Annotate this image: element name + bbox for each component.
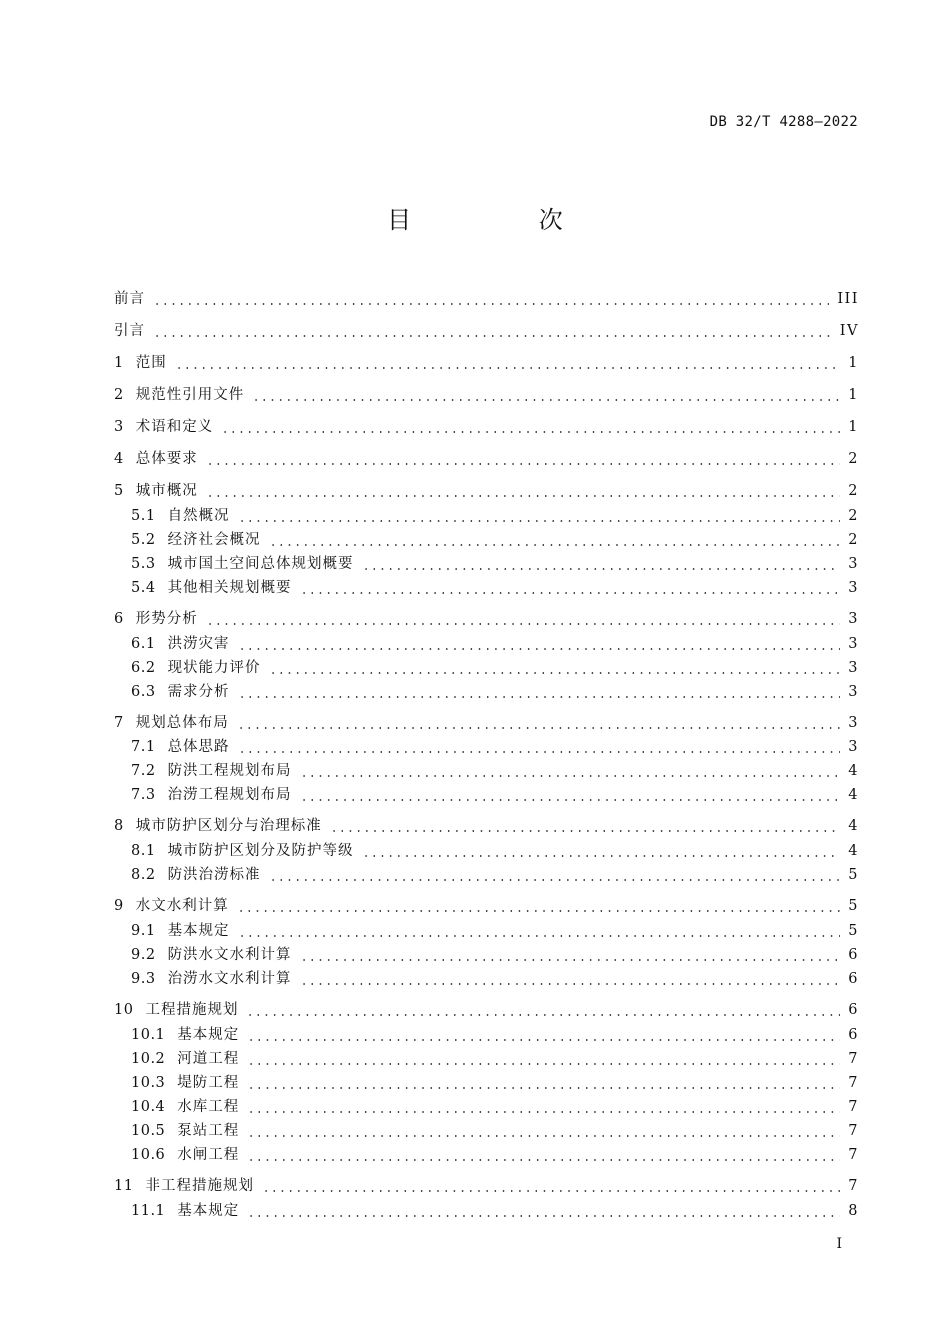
toc-entry[interactable] [131,529,859,551]
toc-entry-label: 城市国土空间总体规划概要 [167,556,354,572]
toc-entry[interactable] [131,736,859,758]
toc-dot-leader [269,544,841,546]
toc-dot-leader [269,672,841,674]
toc-entry-number: 3 [114,419,124,435]
toc-entry[interactable] [131,681,859,703]
toc-entry-page: 4 [848,818,859,834]
toc-entry[interactable] [131,633,859,655]
toc-entry-page: 2 [848,451,859,467]
toc-entry-page: IV [839,323,859,339]
toc-entry-label: 堤防工程 [177,1075,240,1091]
toc-entry[interactable] [131,1120,859,1142]
toc-entry-number: 6.2 [131,660,156,676]
toc-entry-number: 7 [114,715,124,731]
toc-entry-label: 引言 [114,323,145,339]
toc-entry-label: 防洪工程规划布局 [167,763,292,779]
toc-entry-label: 城市概况 [135,483,198,499]
toc-entry-label: 需求分析 [167,684,230,700]
toc-entry-label: 基本规定 [167,923,230,939]
toc-entry-page: 3 [848,660,859,676]
toc-entry-number: 9.2 [131,947,156,963]
toc-entry[interactable] [131,577,859,599]
toc-entry[interactable] [114,384,859,406]
toc-dot-leader [300,983,841,985]
toc-dot-leader [153,303,829,305]
toc-dot-leader [362,568,841,570]
toc-dot-leader [246,1014,840,1016]
toc-entry[interactable] [131,1072,859,1094]
toc-dot-leader [247,1215,840,1217]
toc-dot-leader [330,830,841,832]
toc-entry[interactable] [131,760,859,782]
toc-dot-leader [247,1111,840,1113]
toc-entry[interactable] [131,840,859,862]
toc-entry[interactable] [114,815,859,837]
toc-entry-page: 8 [848,1203,859,1219]
toc-entry-page: 1 [848,419,859,435]
toc-entry-number: 11.1 [131,1203,166,1219]
toc-dot-leader [247,1159,840,1161]
toc-entry-page: 1 [848,387,859,403]
toc-entry-page: 6 [848,947,859,963]
toc-entry[interactable] [114,480,859,502]
toc-entry-number: 1 [114,355,124,371]
toc-entry-page: 4 [848,787,859,803]
toc-entry-number: 7.1 [131,739,156,755]
toc-dot-leader [247,1087,840,1089]
toc-title: 目 次 [387,206,623,234]
toc-entry-number: 2 [114,387,124,403]
toc-entry[interactable] [114,1175,859,1197]
toc-dot-leader [153,335,832,337]
toc-entry[interactable] [131,1024,859,1046]
toc-entry-page: 7 [848,1123,859,1139]
toc-entry-label: 规范性引用文件 [135,387,245,403]
toc-dot-leader [237,910,841,912]
toc-entry-number: 4 [114,451,124,467]
toc-entry[interactable] [114,712,859,734]
toc-entry-label: 非工程措施规划 [145,1178,254,1194]
toc-entry-number: 5.2 [131,532,156,548]
toc-entry-page: 5 [848,898,859,914]
toc-entry-label: 防洪水文水利计算 [167,947,292,963]
toc-dot-leader [206,623,841,625]
toc-entry[interactable] [131,553,859,575]
toc-entry[interactable] [131,864,859,886]
toc-entry[interactable] [131,1144,859,1166]
doc-code: DB 32/T 4288—2022 [709,114,858,130]
toc-entry-label: 城市防护区划分及防护等级 [167,843,354,859]
toc-entry-page: 3 [848,556,859,572]
toc-entry-page: 7 [848,1178,859,1194]
toc-dot-leader [206,495,841,497]
toc-entry-number: 10.4 [131,1099,166,1115]
toc-entry-label: 基本规定 [177,1027,240,1043]
toc-entry[interactable] [114,999,859,1021]
toc-entry-number: 8 [114,818,124,834]
toc-entry-page: 7 [848,1051,859,1067]
toc-entry[interactable] [131,1048,859,1070]
toc-entry-number: 9 [114,898,124,914]
toc-entry-label: 术语和定义 [135,419,214,435]
toc-dot-leader [300,799,841,801]
toc-entry-page: 3 [848,611,859,627]
toc-entry[interactable] [114,320,859,342]
toc-entry-label: 水库工程 [177,1099,240,1115]
toc-entry[interactable] [114,608,859,630]
toc-entry-number: 5.1 [131,508,156,524]
toc-entry-page: 3 [848,684,859,700]
toc-entry-number: 11 [114,1178,134,1194]
toc-entry-page: 2 [848,532,859,548]
toc-entry-label: 形势分析 [135,611,198,627]
toc-entry-number: 5 [114,483,124,499]
toc-entry-page: 3 [848,580,859,596]
toc-entry-number: 6.3 [131,684,156,700]
toc-entry-number: 10.6 [131,1147,166,1163]
toc-entry-number: 9.3 [131,971,156,987]
toc-entry[interactable] [114,448,859,470]
toc-entry-number: 10.3 [131,1075,166,1091]
toc-entry-page: 3 [848,715,859,731]
toc-entry-number: 9.1 [131,923,156,939]
toc-entry-page: 5 [848,867,859,883]
toc-entry[interactable] [131,968,859,990]
toc-entry-label: 河道工程 [177,1051,240,1067]
toc-entry-number: 7.2 [131,763,156,779]
toc-dot-leader [247,1063,840,1065]
toc-dot-leader [252,399,840,401]
toc-dot-leader [175,367,841,369]
toc-entry-label: 规划总体布局 [135,715,229,731]
toc-entry-number: 5.4 [131,580,156,596]
toc-entry-label: 泵站工程 [177,1123,240,1139]
toc-dot-leader [362,855,841,857]
toc-entry-label: 治涝工程规划布局 [167,787,292,803]
toc-entry-label: 洪涝灾害 [167,636,230,652]
toc-entry-number: 7.3 [131,787,156,803]
toc-entry-page: 1 [848,355,859,371]
toc-entry[interactable] [131,920,859,942]
toc-entry-label: 水文水利计算 [135,898,229,914]
toc-dot-leader [300,959,841,961]
toc-entry[interactable] [131,1096,859,1118]
toc-entry-label: 治涝水文水利计算 [167,971,292,987]
toc-entry[interactable] [131,784,859,806]
toc-entry-label: 总体要求 [135,451,198,467]
toc-entry-label: 现状能力评价 [167,660,261,676]
toc-entry-page: 6 [848,971,859,987]
toc-entry-page: 7 [848,1099,859,1115]
toc-entry-label: 总体思路 [167,739,230,755]
toc-entry[interactable] [131,657,859,679]
toc-entry-page: III [837,291,859,307]
toc-entry-page: 4 [848,843,859,859]
toc-entry-page: 2 [848,508,859,524]
toc-dot-leader [221,431,840,433]
toc-entry-page: 2 [848,483,859,499]
toc-dot-leader [300,775,841,777]
toc-dot-leader [300,592,841,594]
toc-entry-number: 6.1 [131,636,156,652]
toc-entry[interactable] [114,895,859,917]
toc-entry-number: 5.3 [131,556,156,572]
toc-dot-leader [238,696,841,698]
toc-entry-page: 3 [848,739,859,755]
toc-dot-leader [247,1039,840,1041]
toc-entry-page: 6 [848,1002,859,1018]
toc-entry-label: 工程措施规划 [145,1002,239,1018]
toc-entry-number: 10.1 [131,1027,166,1043]
toc-entry-label: 水闸工程 [177,1147,240,1163]
toc-entry[interactable] [131,1200,859,1222]
toc-entry-page: 7 [848,1075,859,1091]
toc-dot-leader [247,1135,840,1137]
toc-entry-page: 5 [848,923,859,939]
toc-entry-label: 城市防护区划分与治理标准 [135,818,322,834]
toc-dot-leader [238,751,841,753]
toc-dot-leader [206,463,841,465]
toc-entry-label: 范围 [135,355,167,371]
toc-entry-page: 3 [848,636,859,652]
toc-entry-label: 自然概况 [167,508,230,524]
toc-entry-number: 8.2 [131,867,156,883]
toc-entry-label: 基本规定 [177,1203,240,1219]
toc-dot-leader [238,648,841,650]
toc-entry-number: 10 [114,1002,134,1018]
toc-entry[interactable] [114,352,859,374]
toc-entry-page: 7 [848,1147,859,1163]
toc-entry[interactable] [114,288,859,310]
toc-dot-leader [238,520,841,522]
toc-entry-label: 防洪治涝标准 [167,867,261,883]
toc-dot-leader [238,935,841,937]
toc-entry[interactable] [131,505,859,527]
toc-dot-leader [237,727,841,729]
toc-entry-label: 前言 [114,291,145,307]
page-number: I [836,1236,842,1252]
toc-entry[interactable] [131,944,859,966]
toc-entry-page: 4 [848,763,859,779]
toc-entry-number: 8.1 [131,843,156,859]
toc-entry-number: 10.2 [131,1051,166,1067]
toc-entry-number: 10.5 [131,1123,166,1139]
toc-dot-leader [269,879,841,881]
toc-entry-page: 6 [848,1027,859,1043]
toc-dot-leader [262,1190,840,1192]
toc-entry[interactable] [114,416,859,438]
toc-entry-label: 经济社会概况 [167,532,261,548]
toc-entry-number: 6 [114,611,124,627]
toc-entry-label: 其他相关规划概要 [167,580,292,596]
